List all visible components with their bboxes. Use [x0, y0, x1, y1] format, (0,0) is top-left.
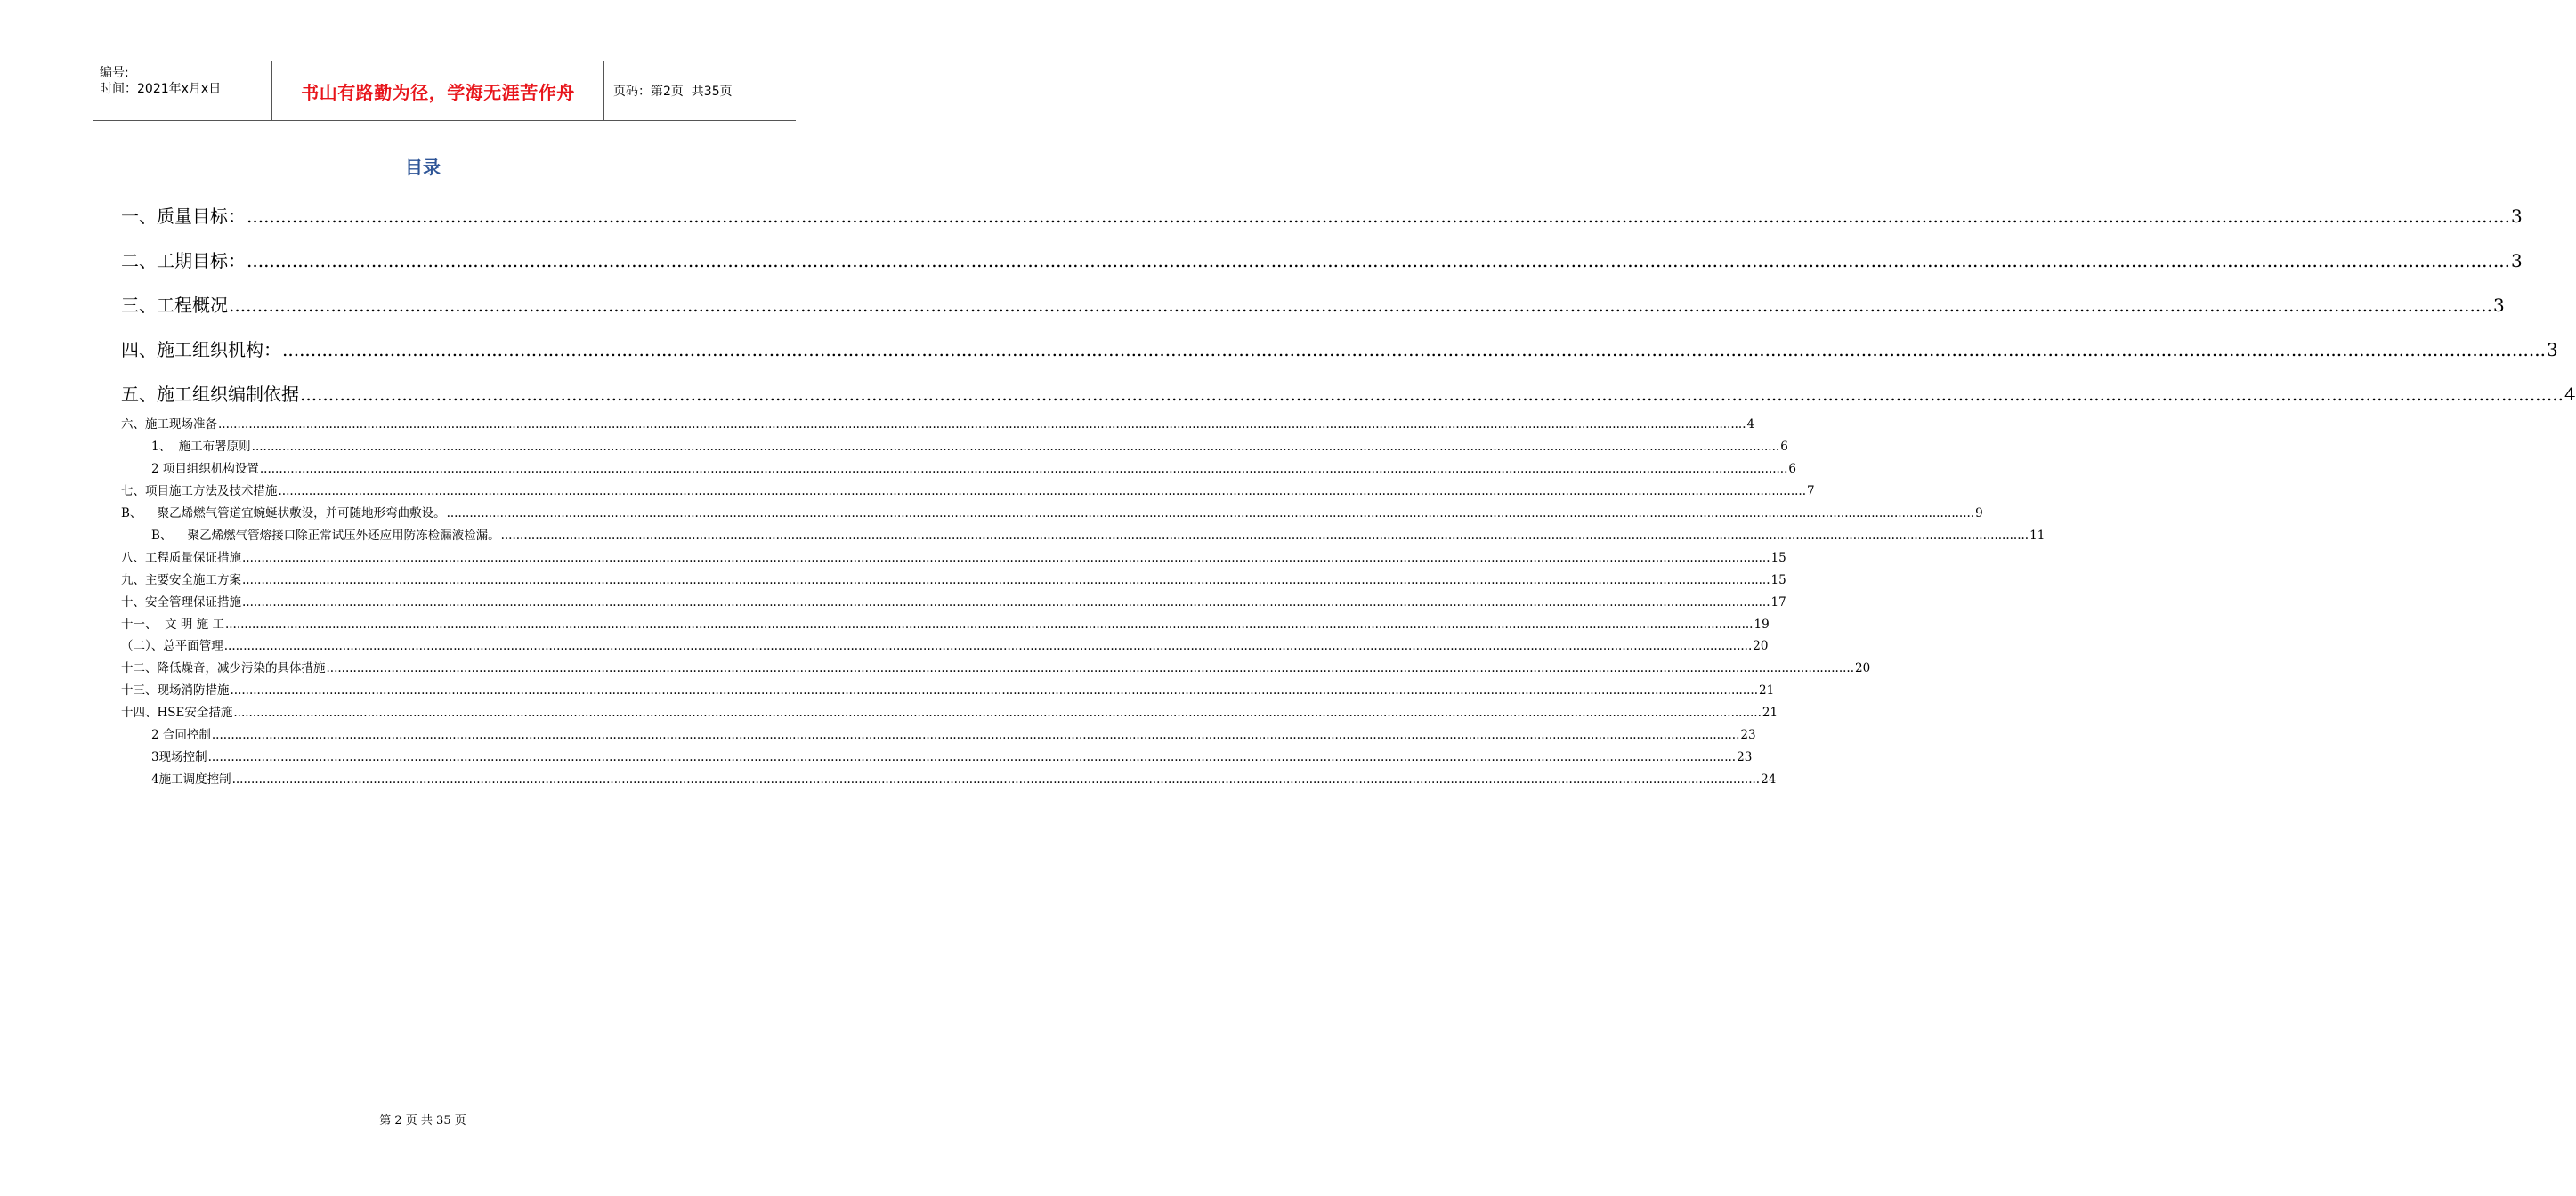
toc-leader-dots: ................................................................................................................................................................................................................................................................................................................................................................................................................ — [259, 462, 1788, 476]
toc-entry[interactable] — [121, 291, 2505, 317]
toc-leader-dots: ................................................................................................................................................................................................................................................................................................................................................................................................................ — [242, 551, 1770, 565]
toc-entry-text: 七、项目施工方法及技术措施 — [121, 484, 278, 498]
toc-entry-page: 6 — [1788, 462, 1796, 476]
number-label: 编号: — [100, 66, 129, 80]
toc-leader-dots: ................................................................................................................................................................................................................................................................................................................................................................................................................ — [223, 639, 1753, 653]
toc-leader-dots: ................................................................................................................................................................................................................................................................................................................................................................................................................ — [282, 339, 2546, 360]
page-info-text: 页码：第2页 共35页 — [613, 85, 733, 99]
toc-entry[interactable] — [121, 592, 1786, 610]
toc-entry-text: 三、工程概况 — [121, 295, 228, 316]
toc-entry[interactable] — [121, 335, 2558, 361]
toc-entry-page: 3 — [2492, 295, 2505, 316]
toc-entry[interactable] — [121, 658, 1871, 675]
toc-entry[interactable] — [121, 503, 1983, 521]
toc-leader-dots: ................................................................................................................................................................................................................................................................................................................................................................................................................ — [446, 506, 1975, 521]
toc-entry[interactable] — [151, 747, 1753, 764]
toc-entry-page: 23 — [1740, 728, 1756, 742]
toc-entry-page: 21 — [1762, 706, 1778, 720]
toc-entry-page: 20 — [1855, 661, 1871, 675]
page-footer: 第 2 页 共 35 页 — [379, 1114, 466, 1127]
toc-entry-text: 五、施工组织编制依据 — [121, 384, 299, 405]
toc-entry[interactable] — [121, 380, 2576, 406]
toc-entry-text: 九、主要安全施工方案 — [121, 573, 241, 587]
toc-entry[interactable] — [121, 202, 2523, 228]
toc-entry[interactable] — [121, 680, 1775, 698]
toc-leader-dots: ................................................................................................................................................................................................................................................................................................................................................................................................................ — [242, 595, 1770, 610]
toc-leader-dots: ................................................................................................................................................................................................................................................................................................................................................................................................................ — [231, 772, 1761, 787]
toc-leader-dots: ................................................................................................................................................................................................................................................................................................................................................................................................................ — [251, 440, 1780, 454]
toc-entry[interactable] — [151, 525, 2045, 543]
toc-entry-text: 二、工期目标： — [121, 250, 246, 271]
toc-leader-dots: ................................................................................................................................................................................................................................................................................................................................................................................................................ — [247, 206, 2510, 227]
toc-entry-page: 23 — [1737, 750, 1753, 764]
toc-entry[interactable] — [121, 635, 1769, 653]
toc-entry-page: 4 — [2564, 384, 2576, 405]
toc-entry[interactable] — [121, 414, 1755, 432]
toc-entry-text: B、 聚乙烯燃气管熔接口除正常试压外还应用防冻检漏液检漏。 — [151, 529, 500, 543]
toc-entry[interactable] — [151, 724, 1756, 742]
toc-entry-text: B、 聚乙烯燃气管道宜蜿蜒状敷设，并可随地形弯曲敷设。 — [121, 506, 446, 521]
toc-entry-text: 八、工程质量保证措施 — [121, 551, 241, 565]
toc-entry-page: 11 — [2029, 529, 2045, 543]
toc-leader-dots: ................................................................................................................................................................................................................................................................................................................................................................................................................ — [230, 683, 1759, 698]
toc-entry[interactable] — [151, 769, 1777, 787]
toc-leader-dots: ................................................................................................................................................................................................................................................................................................................................................................................................................ — [300, 384, 2564, 405]
toc-entry-text: 十四、HSE安全措施 — [121, 706, 233, 720]
toc-leader-dots: ................................................................................................................................................................................................................................................................................................................................................................................................................ — [278, 484, 1807, 498]
toc-entry-page: 3 — [2510, 250, 2523, 271]
toc-entry-page: 6 — [1780, 440, 1788, 454]
toc-entry[interactable] — [121, 481, 1815, 498]
toc-entry[interactable] — [151, 458, 1796, 476]
toc-entry-page: 17 — [1770, 595, 1786, 610]
toc-entry-text: 六、施工现场准备 — [121, 417, 217, 432]
toc-entry-page: 15 — [1770, 573, 1786, 587]
toc-entry-page: 21 — [1759, 683, 1775, 698]
toc-entry[interactable] — [121, 570, 1786, 587]
toc-entry-page: 4 — [1746, 417, 1755, 432]
toc-entry[interactable] — [121, 246, 2523, 272]
toc-entry-page: 20 — [1753, 639, 1769, 653]
toc-leader-dots: ................................................................................................................................................................................................................................................................................................................................................................................................................ — [218, 417, 1746, 432]
toc-entry[interactable] — [151, 436, 1788, 454]
toc-entry-text: 十一、 文 明 施 工 — [121, 618, 224, 632]
time-label: 时间：2021年x月x日 — [100, 82, 222, 96]
toc-leader-dots: ................................................................................................................................................................................................................................................................................................................................................................................................................ — [247, 250, 2510, 271]
toc-leader-dots: ................................................................................................................................................................................................................................................................................................................................................................................................................ — [233, 706, 1762, 720]
toc-leader-dots: ................................................................................................................................................................................................................................................................................................................................................................................................................ — [242, 573, 1770, 587]
toc-entry-text: 4施工调度控制 — [151, 772, 231, 787]
toc-entry-page: 3 — [2510, 206, 2523, 227]
toc-entry-text: （二）、总平面管理 — [121, 639, 223, 653]
toc-entry-text: 十二、降低燥音，减少污染的具体措施 — [121, 661, 326, 675]
toc-leader-dots: ................................................................................................................................................................................................................................................................................................................................................................................................................ — [326, 661, 1855, 675]
toc-entry[interactable] — [121, 702, 1778, 720]
toc-entry-page: 9 — [1975, 506, 1983, 521]
toc-leader-dots: ................................................................................................................................................................................................................................................................................................................................................................................................................ — [500, 529, 2029, 543]
toc-leader-dots: ................................................................................................................................................................................................................................................................................................................................................................................................................ — [211, 728, 1740, 742]
toc-entry-text: 一、质量目标： — [121, 206, 246, 227]
toc-leader-dots: ................................................................................................................................................................................................................................................................................................................................................................................................................ — [207, 750, 1737, 764]
toc-leader-dots: ................................................................................................................................................................................................................................................................................................................................................................................................................ — [229, 295, 2492, 316]
toc-title: 目录 — [405, 157, 441, 178]
toc-entry-text: 2 合同控制 — [151, 728, 211, 742]
toc-entry-text: 1、 施工布署原则 — [151, 440, 251, 454]
toc-entry-page: 24 — [1761, 772, 1777, 787]
toc-entry-text: 十、安全管理保证措施 — [121, 595, 241, 610]
toc-entry-page: 7 — [1807, 484, 1815, 498]
toc-entry[interactable] — [121, 614, 1770, 632]
header-motto: 书山有路勤为径，学海无涯苦作舟 — [272, 61, 604, 120]
toc-entry[interactable] — [121, 547, 1786, 565]
toc-entry-page: 15 — [1770, 551, 1786, 565]
toc-entry-page: 3 — [2546, 339, 2558, 360]
toc-entry-text: 2 项目组织机构设置 — [151, 462, 259, 476]
toc-entry-page: 19 — [1754, 618, 1770, 632]
toc-entry-text: 十三、现场消防措施 — [121, 683, 230, 698]
toc-leader-dots: ................................................................................................................................................................................................................................................................................................................................................................................................................ — [224, 618, 1754, 632]
toc-entry-text: 3现场控制 — [151, 750, 207, 764]
toc-entry-text: 四、施工组织机构： — [121, 339, 281, 360]
